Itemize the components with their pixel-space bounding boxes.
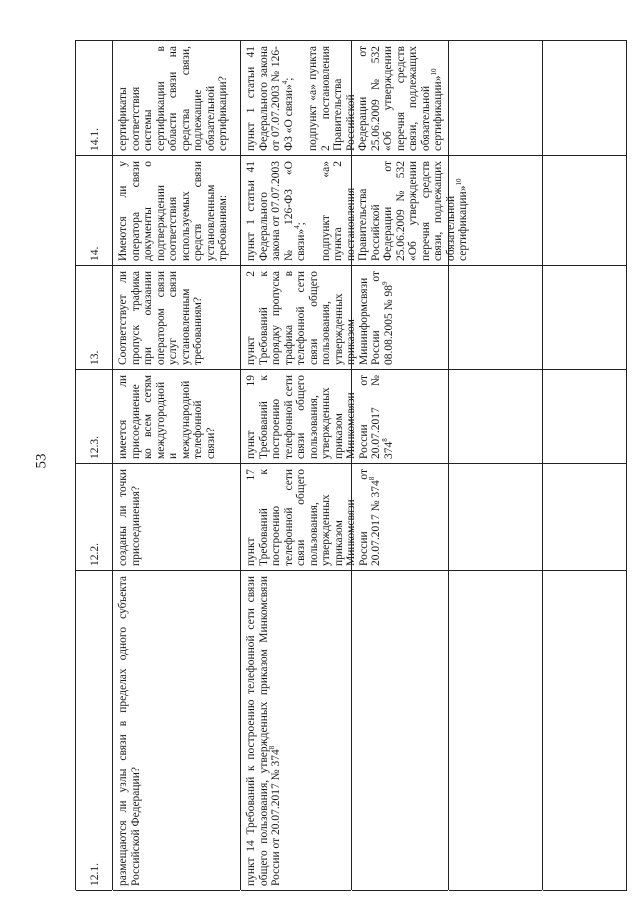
question-cell	[113, 370, 240, 464]
legal-basis-cell	[241, 464, 382, 571]
item-number: 14.	[89, 246, 101, 261]
empty-cell	[352, 370, 448, 464]
question-cell	[113, 571, 240, 891]
empty-cell	[352, 266, 448, 370]
column-empty-2	[448, 41, 542, 890]
empty-cell	[543, 464, 627, 571]
footnote-ref: 4	[280, 80, 289, 85]
legal-basis-text: пункт 1 статьи 41 Федерального закона от 07.07.2003 № 126-ФЗ «О связи»	[245, 46, 295, 151]
column-empty-1	[351, 41, 448, 890]
question-text: созданы ли точки присоединения?	[117, 469, 142, 566]
empty-cell	[543, 41, 627, 156]
legal-basis-paragraph	[245, 161, 308, 261]
legal-basis-cell	[241, 370, 395, 464]
question-text: Имеются ли у оператора связи документы о подтверждении соответствия используемых средств связи установленным требованиям:	[117, 161, 229, 261]
footnote-ref: 9	[380, 281, 389, 286]
question-cell	[113, 464, 240, 571]
question-text: размещаются ли узлы связи в пределах одного субъекта Российской Федерации?	[117, 576, 142, 886]
empty-cell	[352, 464, 448, 571]
empty-cell	[449, 41, 542, 156]
legal-basis	[245, 576, 283, 886]
empty-cell	[449, 571, 542, 891]
item-number-cell	[76, 370, 112, 464]
empty-cell	[543, 266, 627, 370]
footnote-ref: 4	[293, 225, 302, 229]
requirements-table	[75, 40, 627, 890]
question-text: имеется ли присоединение ко всем сетям междугородной и международной телефонной связи?	[117, 375, 217, 459]
empty-cell	[449, 266, 542, 370]
empty-cell	[449, 464, 542, 571]
column-legal-basis	[240, 41, 469, 890]
legal-basis-text: пункт 17 Требований к построению телефонной сети связи общего пользования, утвержденных приказом Минкомсвязи России от 20.07.2017 № 374	[245, 469, 382, 566]
legal-basis-tail: ;	[295, 222, 307, 226]
item-number-cell	[76, 156, 112, 266]
item-number: 12.1.	[89, 863, 101, 886]
legal-basis-text: подпункт «а» пункта 2 постановления Правительства Российской Федерации от 25.06.2009 № 532 «Об утверждении перечня средств связи, подлежащих обязательной сертификации»	[307, 46, 444, 151]
column-question	[112, 41, 240, 890]
footnote-ref: 10	[430, 68, 439, 76]
question-text: сертификаты соответствия системы сертификации в области связи на средства связи, подлежащие обязательной сертификации?	[117, 46, 229, 151]
legal-basis-cell	[241, 41, 444, 156]
empty-cell	[543, 370, 627, 464]
legal-basis-paragraph	[245, 46, 295, 151]
item-number-cell	[76, 41, 112, 156]
page-number-text: 53	[33, 453, 50, 469]
empty-cell	[543, 571, 627, 891]
legal-basis-cell	[241, 266, 395, 370]
empty-cell	[352, 41, 448, 156]
footnote-ref: 8	[268, 745, 277, 750]
empty-cell	[543, 156, 627, 266]
item-number-cell	[76, 464, 112, 571]
legal-basis-tail: ;	[282, 77, 295, 81]
footnote-ref: 8	[380, 438, 389, 442]
footnote-ref: 8	[368, 476, 377, 481]
question-cell	[113, 266, 240, 370]
item-number: 14.1.	[89, 128, 101, 151]
item-number: 13.	[89, 350, 101, 365]
legal-basis-text: пункт 2 Требований к порядку пропуска трафика в телефонной сети связи общего пользования, утвержденных приказом Мининформсвязи России от 08.08.2005 № 98	[245, 271, 395, 365]
legal-basis-paragraph	[245, 576, 283, 886]
legal-basis-text: пункт 14 Требований к построению телефонной сети связи общего пользования, утвержденных приказом Минкомсвязи России от 20.07.2017 № 374	[245, 576, 282, 886]
item-number-cell	[76, 266, 112, 370]
question-cell	[113, 156, 240, 266]
legal-basis-text: подпункт «а» пункта 2 постановления Правительства Российской Федерации от 25.06.2009 № 532 «Об утверждении перечня средств связи, подлежащих обязательной сертификации»	[319, 161, 469, 261]
empty-cell	[352, 156, 448, 266]
item-number: 12.3.	[89, 436, 101, 459]
question-text: Соответствует ли пропуск трафика при оказании оператором связи услуг связи установленным требованиям?	[117, 271, 204, 365]
item-number: 12.2.	[89, 543, 101, 566]
item-number-cell	[76, 571, 112, 891]
page-number	[34, 446, 50, 476]
legal-basis-cell	[241, 571, 351, 891]
legal-basis-text: пункт 1 статьи 41 Федерального закона от 07.07.2003 № 126-ФЗ «О связи»	[245, 161, 307, 261]
empty-cell	[352, 571, 448, 891]
footnote-ref: 10	[455, 178, 464, 186]
column-item-number	[75, 41, 112, 890]
legal-basis-text: пункт 19 Требований к построению телефонной сети связи общего пользования, утвержденных приказом Минкомсвязи России от 20.07.2017 № 374	[245, 375, 395, 459]
empty-cell	[449, 370, 542, 464]
legal-basis-cell	[241, 156, 469, 266]
question-cell	[113, 41, 240, 156]
column-empty-3	[542, 41, 627, 890]
empty-cell	[449, 156, 542, 266]
